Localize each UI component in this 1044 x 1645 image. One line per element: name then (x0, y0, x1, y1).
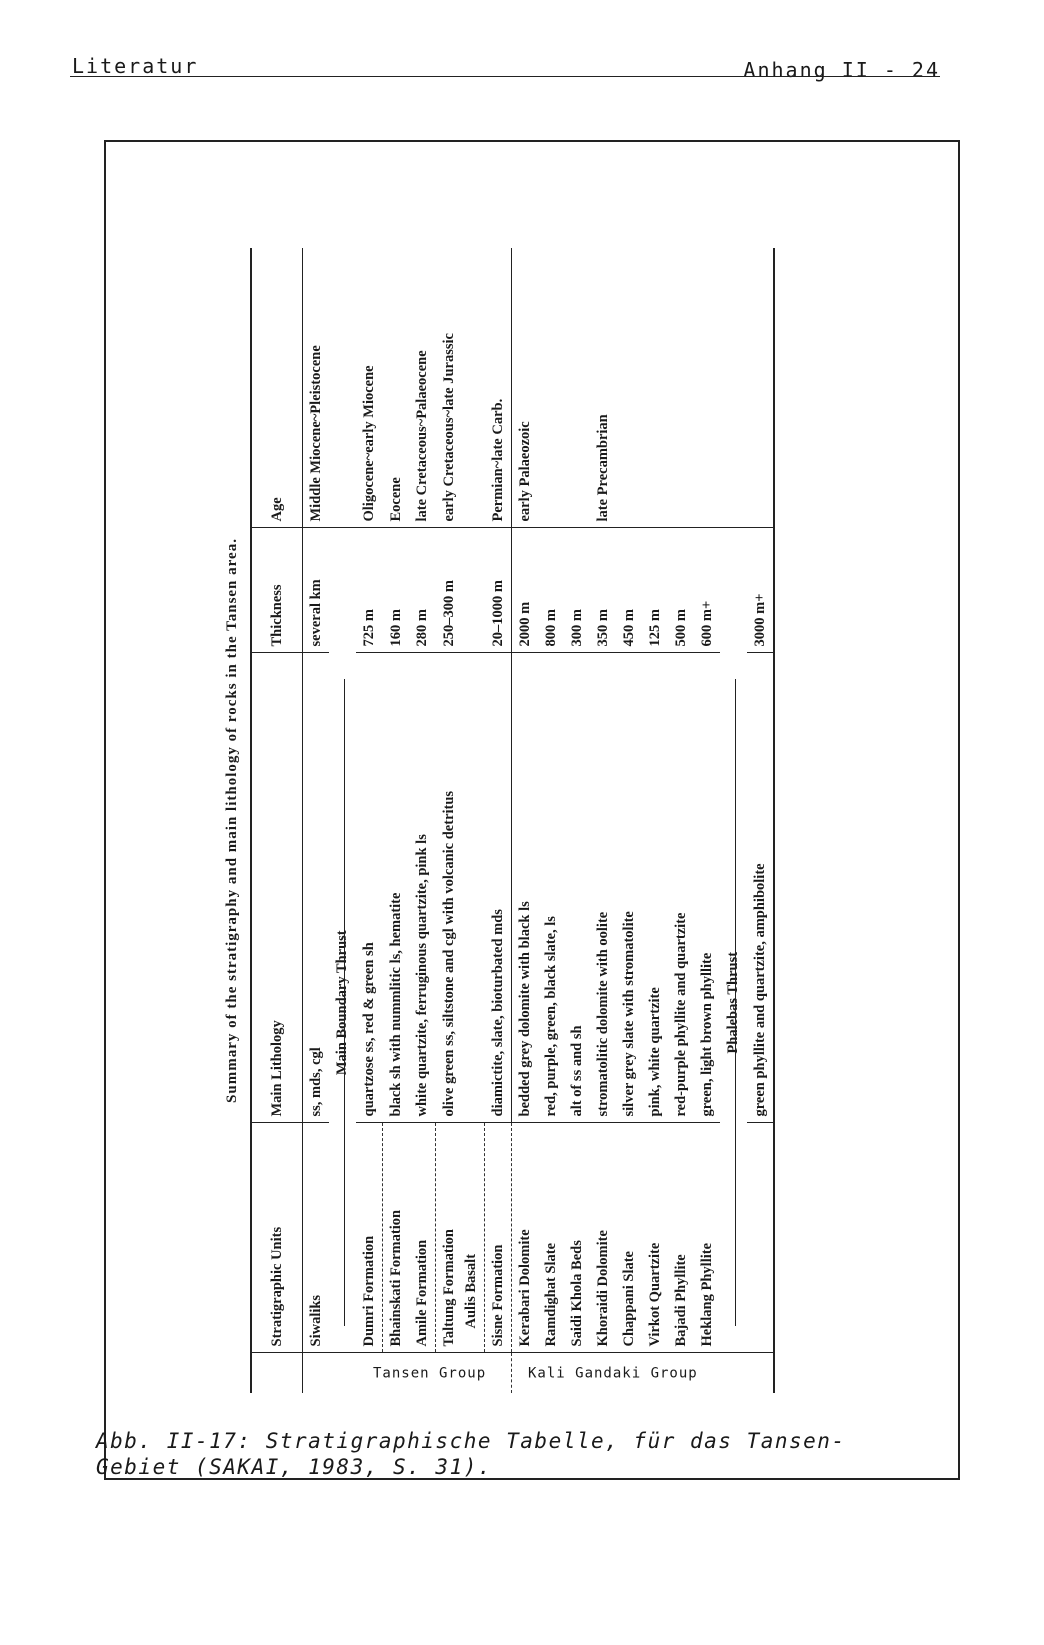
thickness-cell: 125 m (642, 528, 668, 653)
unit-cell: Kerabari Dolomite (512, 1123, 539, 1353)
lithology-cell: red, purple, green, black slate, ls (538, 653, 564, 1123)
table-row (303, 248, 330, 1393)
age-cell (538, 248, 564, 528)
table-row (747, 248, 774, 1393)
column-header-thickness: Thickness (251, 528, 303, 653)
unit-cell: Saidi Khola Beds (564, 1123, 590, 1353)
thickness-cell: 2000 m (512, 528, 539, 653)
age-cell: early Palaeozoic (512, 248, 539, 528)
thrust-row (329, 248, 356, 1393)
thickness-cell: 20–1000 m (485, 528, 512, 653)
table-row (436, 248, 485, 1393)
thickness-cell: 600 m+ (694, 528, 720, 653)
thickness-cell: several km (303, 528, 330, 653)
age-cell (747, 248, 774, 528)
table-row (564, 248, 590, 1393)
table-row (383, 248, 410, 1393)
unit-cell (747, 1123, 774, 1353)
table-header-row (251, 248, 303, 1393)
thrust-row (720, 248, 747, 1393)
table-row (538, 248, 564, 1393)
unit-cell: Ramdighat Slate (538, 1123, 564, 1353)
thickness-cell: 160 m (383, 528, 410, 653)
age-cell (642, 248, 668, 528)
group-header (251, 1353, 303, 1393)
unit-cell: Chappani Slate (616, 1123, 642, 1353)
column-header-age: Age (251, 248, 303, 528)
table-row (409, 248, 436, 1393)
lithology-cell: alt of ss and sh (564, 653, 590, 1123)
thickness-cell: 350 m (590, 528, 616, 653)
table-row (512, 248, 539, 1393)
thickness-cell: 3000 m+ (747, 528, 774, 653)
header-page-number: Anhang II - 24 (743, 58, 940, 82)
lithology-cell: ss, mds, cgl (303, 653, 330, 1123)
age-cell (616, 248, 642, 528)
age-cell: Permian~late Carb. (489, 398, 506, 522)
age-cell: early Cretaceous~late Jurassic (440, 333, 457, 522)
table-row (485, 248, 512, 1393)
lithology-cell: green phyllite and quartzite, amphibolite (747, 653, 774, 1123)
column-header-units: Stratigraphic Units (251, 1123, 303, 1353)
lithology-cell: bedded grey dolomite with black ls (512, 653, 539, 1123)
stratigraphy-table-rotated (224, 248, 798, 1393)
lithology-cell: diamictite, slate, bioturbated mds (485, 653, 512, 1123)
unit-name: Taltung Formation (441, 1229, 457, 1347)
thrust-label: Phalebas Thrust (725, 948, 741, 1058)
header-left-title: Literatur (72, 54, 199, 78)
unit-cell: Amile Formation (409, 1123, 436, 1353)
thrust-line (735, 679, 736, 1327)
unit-cell: Virkot Quartzite (642, 1123, 668, 1353)
stratigraphy-table (250, 248, 775, 1393)
unit-cell (436, 1123, 485, 1353)
lithology-cell: red-purple phyllite and quartzite (668, 653, 694, 1123)
lithology-cell: quartzose ss, red & green sh (356, 653, 383, 1123)
lithology-cell: silver grey slate with stromatolite (616, 653, 642, 1123)
figure-caption: Abb. II-17: Stratigraphische Tabelle, für das Tansen-Gebiet (SAKAI, 1983, S. 31). (96, 1429, 846, 1479)
thickness-cell: 250–300 m (436, 528, 485, 653)
lithology-cell: white quartzite, ferruginous quartzite, pink ls (409, 653, 436, 1123)
table-row (642, 248, 668, 1393)
tansen-group-label: Tansen Group (373, 1365, 487, 1382)
header-rule (70, 76, 940, 77)
table-row (668, 248, 694, 1393)
age-cell: Middle Miocene~Pleistocene (308, 345, 324, 522)
lithology-cell: black sh with nummlitic ls, hematite (383, 653, 410, 1123)
age-cell: Eocene (387, 477, 404, 522)
thrust-line (344, 679, 345, 1327)
kali-gandaki-group-label: Kali Gandaki Group (527, 1365, 698, 1382)
table-row (694, 248, 720, 1393)
table-row (590, 248, 616, 1393)
phalebas-thrust (720, 653, 747, 1353)
table-title: Summary of the stratigraphy and main lithology of rocks in the Tansen area. (224, 538, 240, 1103)
kali-gandaki-group-cell (512, 1353, 721, 1393)
unit-cell: Heklang Phyllite (694, 1123, 720, 1353)
main-boundary-thrust (329, 653, 356, 1353)
age-cell: late Cretaceous~Palaeocene (414, 350, 430, 522)
thickness-cell: 280 m (409, 528, 436, 653)
thickness-cell: 300 m (564, 528, 590, 653)
thickness-cell: 500 m (668, 528, 694, 653)
age-cell: late Precambrian (595, 414, 611, 522)
column-header-lithology: Main Lithology (251, 653, 303, 1123)
age-cell: Oligocene~early Miocene (361, 365, 377, 522)
lithology-cell: olive green ss, siltstone and cgl with volcanic detritus (436, 653, 485, 1123)
lithology-cell: stromatolitic dolomite with oolite (590, 653, 616, 1123)
lithology-cell: pink, white quartzite (642, 653, 668, 1123)
unit-cell: Khoraidi Dolomite (590, 1123, 616, 1353)
thickness-cell: 450 m (616, 528, 642, 653)
thickness-cell: 800 m (538, 528, 564, 653)
lithology-cell: green, light brown phyllite (694, 653, 720, 1123)
unit-name-secondary: Aulis Basalt (463, 1253, 479, 1329)
table-row (616, 248, 642, 1393)
unit-cell: Dumri Formation (356, 1123, 383, 1353)
tansen-group-cell (356, 1353, 512, 1393)
unit-cell: Bajadi Phyllite (668, 1123, 694, 1353)
age-cell (668, 248, 694, 528)
age-cell (564, 248, 590, 528)
unit-cell: Siwaliks (303, 1123, 330, 1353)
thickness-cell: 725 m (356, 528, 383, 653)
age-cell (694, 248, 720, 528)
unit-cell: Bhainskati Formation (383, 1123, 410, 1353)
unit-cell: Sisne Formation (485, 1123, 512, 1353)
thrust-label: Main Boundary Thrust (334, 926, 350, 1079)
table-row (356, 248, 383, 1393)
